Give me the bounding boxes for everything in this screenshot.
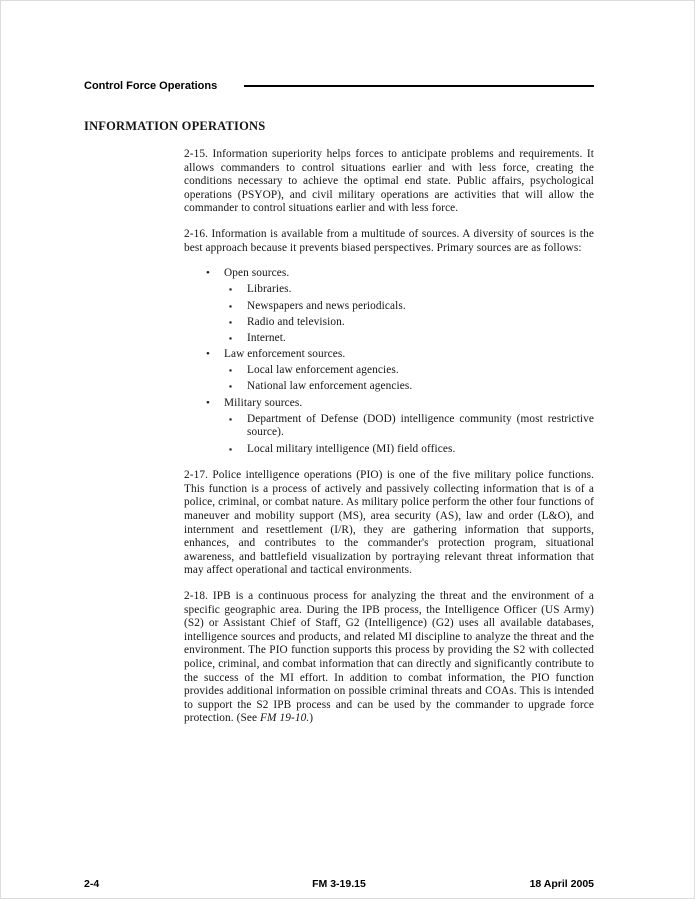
square-bullet-icon: ▪ xyxy=(229,413,233,424)
header-rule xyxy=(244,85,594,87)
bullet-icon: • xyxy=(206,348,210,361)
square-bullet-icon: ▪ xyxy=(229,332,233,343)
fm-19-10-reference: FM 19-10. xyxy=(260,712,310,725)
list-item-military-sources xyxy=(206,397,594,411)
list-item-label: Internet. xyxy=(247,331,286,344)
page-number: 2-4 xyxy=(84,878,100,890)
paragraph-2-16: 2-16. Information is available from a multitude of sources. A diversity of sources is the best approach because it prevents biased perspectives. Primary sources are as follows: xyxy=(184,227,594,254)
list-item-label: Newspapers and news periodicals. xyxy=(247,299,406,312)
list-item-local-law-enforcement xyxy=(229,364,594,378)
list-item-radio-television xyxy=(229,316,594,330)
primary-sources-list xyxy=(184,267,594,456)
list-item-label: Law enforcement sources. xyxy=(224,348,346,361)
paragraph-2-18 xyxy=(184,590,594,726)
list-item-label: Libraries. xyxy=(247,283,292,296)
square-bullet-icon: ▪ xyxy=(229,316,233,327)
paragraph-2-15: 2-15. Information superiority helps forces to anticipate problems and requirements. It allows commanders to control situations earlier and with less force, creating the conditions necessary to achieve the optimal end state. Public affairs, psychological operations (PSYOP), and civil military operations are activities that will allow the commander to control situations earlier and with less force. xyxy=(184,148,594,215)
paragraph-2-18-close: ) xyxy=(309,712,314,725)
paragraph-2-17: 2-17. Police intelligence operations (PIO) is one of the five military police functions. This function is a process of actively and passively collecting information that is of a police, criminal, or combat nature. As military police perform the other four functions of maneuver and mobility support (MS), area security (AS), law and order (L&O), and internment and resettlement (I/R), they are gathering information that supports, enhances, and contributes to the commander's protection program, situational awareness, and battlefield visualization by portraying relevant threat information that may affect operational and tactical environments. xyxy=(184,469,594,577)
list-item-newspapers xyxy=(229,300,594,314)
list-item-label: National law enforcement agencies. xyxy=(247,380,413,393)
page-content xyxy=(84,119,594,738)
square-bullet-icon: ▪ xyxy=(229,381,233,392)
list-item-dod-intelligence xyxy=(229,413,594,440)
list-item-label: Local military intelligence (MI) field offices. xyxy=(247,442,456,455)
page-header xyxy=(84,80,594,92)
list-item-label: Military sources. xyxy=(224,396,303,409)
square-bullet-icon: ▪ xyxy=(229,365,233,376)
section-title: INFORMATION OPERATIONS xyxy=(84,119,266,133)
square-bullet-icon: ▪ xyxy=(229,443,233,454)
document-number: FM 3-19.15 xyxy=(312,878,366,890)
list-item-label: Department of Defense (DOD) intelligence community (most restrictive source). xyxy=(247,412,594,439)
bullet-icon: • xyxy=(206,396,210,409)
list-item-libraries xyxy=(229,283,594,297)
list-item-open-sources xyxy=(206,267,594,281)
list-item-label: Open sources. xyxy=(224,267,290,280)
list-item-label: Radio and television. xyxy=(247,315,345,328)
square-bullet-icon: ▪ xyxy=(229,300,233,311)
list-item-law-enforcement-sources xyxy=(206,348,594,362)
list-item-local-mi-field-offices xyxy=(229,443,594,457)
paragraph-2-18-text: 2-18. IPB is a continuous process for analyzing the threat and the environment of a specific geographic area. During the IPB process, the Intelligence Officer (US Army) (S2) or Assistant Chief of Staff, G2 (Intelligence) (G2) uses all available databases, intelligence sources and products, and related MI discipline to analyze the threat and the environment. The PIO function supports this process by providing the S2 with collected police, criminal, and combat information that can directly and significantly contribute to the success of the MI effort. In addition to combat information, the PIO function provides additional information on possible criminal threats and COAs. This is intended to support the S2 IPB process and can be used by the commander to upgrade force protection. (See xyxy=(184,589,594,725)
page-footer xyxy=(84,878,594,890)
list-item-national-law-enforcement xyxy=(229,380,594,394)
running-header-title: Control Force Operations xyxy=(84,80,218,92)
bullet-icon: • xyxy=(206,267,210,280)
list-item-internet xyxy=(229,332,594,346)
list-item-label: Local law enforcement agencies. xyxy=(247,364,399,377)
footer-date: 18 April 2005 xyxy=(529,878,594,890)
square-bullet-icon: ▪ xyxy=(229,284,233,295)
